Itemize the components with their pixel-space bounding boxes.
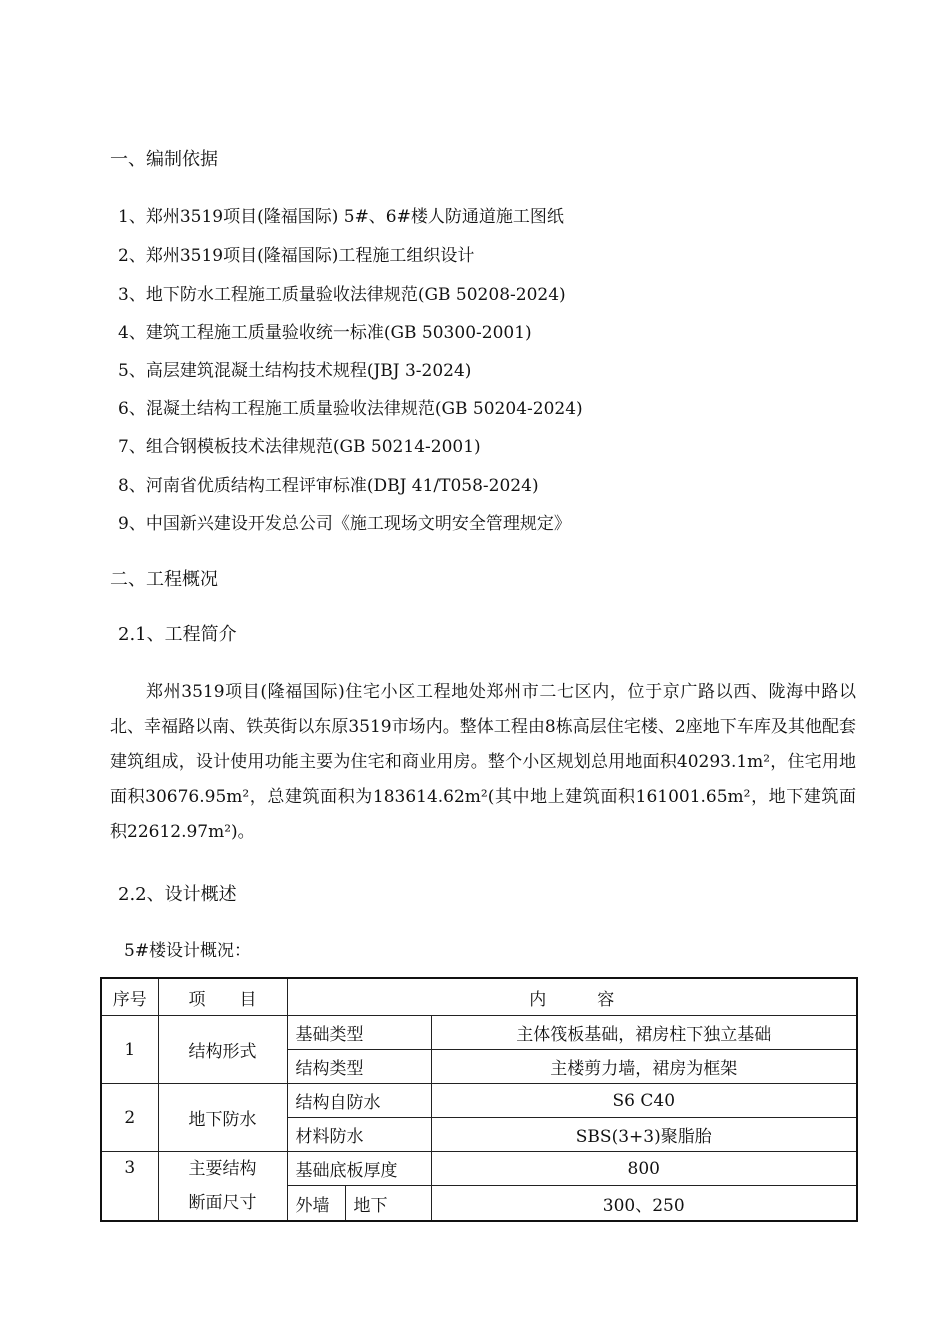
table-header-row [101, 978, 857, 1016]
section-2-title: 二、工程概况 [110, 569, 218, 590]
table-row [101, 1016, 857, 1050]
table-row [101, 1152, 857, 1186]
row2-a-label: 结构自防水 [287, 1084, 431, 1118]
table-caption: 5#楼设计概况： [124, 941, 252, 961]
row3-b-label1: 外墙 [287, 1186, 345, 1221]
row2-no: 2 [101, 1084, 158, 1152]
subsection-2-1-title: 2.1、工程简介 [118, 624, 237, 645]
row3-a-value: 800 [431, 1152, 857, 1186]
row2-b-value: SBS(3+3)聚脂胎 [431, 1118, 857, 1152]
row3-b-value: 300、250 [431, 1186, 857, 1221]
reference-item-5: 5、高层建筑混凝土结构技术规程(JBJ 3-2024) [118, 361, 472, 381]
subsection-2-2-title: 2.2、设计概述 [118, 884, 237, 905]
row3-b-label2: 地下 [345, 1186, 431, 1221]
reference-item-7: 7、组合钢模板技术法律规范(GB 50214-2001) [118, 437, 481, 457]
reference-item-8: 8、河南省优质结构工程评审标准(DBJ 41/T058-2024) [118, 476, 539, 496]
reference-item-3: 3、地下防水工程施工质量验收法律规范(GB 50208-2024) [118, 285, 566, 305]
row1-a-value: 主体筏板基础，裙房柱下独立基础 [431, 1016, 857, 1050]
design-overview-table [100, 977, 858, 1222]
project-overview-paragraph: 郑州3519项目(隆福国际)住宅小区工程地处郑州市二七区内，位于京广路以西、陇海中路以北、幸福路以南、铁英街以东原3519市场内。整体工程由8栋高层住宅楼、2座地下车库及其他配套建筑组成，设计使用功能主要为住宅和商业用房。整个小区规划总用地面积40293.1m²，住宅用地面积30676.95m²，总建筑面积为183614.62m²(其中地上建筑面积161001.65m²，地下建筑面积22612.97m²)。 [110, 682, 856, 842]
row2-a-value: S6 C40 [431, 1084, 857, 1118]
row3-no: 3 [101, 1152, 158, 1222]
row3-item-line2: 断面尺寸 [188, 1193, 257, 1213]
reference-item-9: 9、中国新兴建设开发总公司《施工现场文明安全管理规定》 [118, 514, 571, 534]
row1-a-label: 基础类型 [287, 1016, 431, 1050]
reference-item-1: 1、郑州3519项目(隆福国际) 5#、6#楼人防通道施工图纸 [118, 207, 564, 227]
row2-b-label: 材料防水 [287, 1118, 431, 1152]
row3-item [158, 1152, 287, 1222]
header-item: 项 目 [158, 978, 287, 1016]
row1-b-label: 结构类型 [287, 1050, 431, 1084]
row1-item: 结构形式 [158, 1016, 287, 1084]
header-no: 序号 [101, 978, 158, 1016]
reference-item-4: 4、建筑工程施工质量验收统一标准(GB 50300-2001) [118, 323, 532, 343]
section-1-title: 一、编制依据 [110, 149, 218, 170]
row3-item-line1: 主要结构 [188, 1159, 257, 1179]
row1-b-value: 主楼剪力墙，裙房为框架 [431, 1050, 857, 1084]
row3-a-label: 基础底板厚度 [287, 1152, 431, 1186]
row1-no: 1 [101, 1016, 158, 1084]
reference-item-2: 2、郑州3519项目(隆福国际)工程施工组织设计 [118, 246, 475, 266]
reference-item-6: 6、混凝土结构工程施工质量验收法律规范(GB 50204-2024) [118, 399, 583, 419]
table-row [101, 1084, 857, 1118]
header-content: 内 容 [287, 978, 857, 1016]
row2-item: 地下防水 [158, 1084, 287, 1152]
